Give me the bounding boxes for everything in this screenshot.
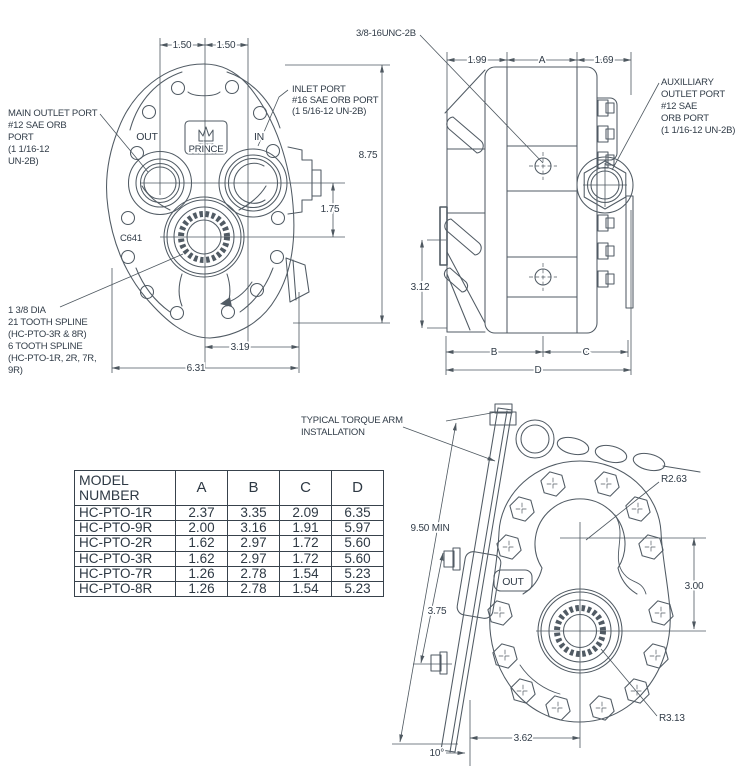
cell-b: 2.78: [228, 566, 280, 581]
note-line: OUTLET PORT: [661, 89, 725, 100]
header-model-line2: NUMBER: [79, 487, 140, 503]
side-body: [485, 67, 597, 333]
main-outlet-note: [8, 108, 98, 167]
cell-b: 3.16: [228, 521, 280, 536]
torque-web: [520, 499, 646, 694]
dim-r263: R2.63: [661, 474, 687, 485]
note-line: TYPICAL TORQUE ARM: [301, 415, 403, 426]
note-line: (1 1/16-12 UN-2B): [661, 125, 736, 136]
cell-c: 1.54: [280, 566, 332, 581]
note-line: (1 5/16-12 UN-2B): [292, 106, 367, 117]
prince-logo: [185, 121, 227, 155]
cell-d: 6.35: [332, 506, 384, 521]
dim-199: 1.99: [467, 55, 487, 66]
cell-d: 5.60: [332, 551, 384, 566]
cell-b: 3.35: [228, 506, 280, 521]
dim-169: 1.69: [594, 55, 614, 66]
table-row: [75, 521, 384, 536]
note-line: (HC-PTO-3R & 8R): [8, 329, 87, 340]
note-line: #16 SAE ORB PORT: [292, 95, 379, 106]
cell-c: 1.91: [280, 521, 332, 536]
inlet-note: [292, 84, 379, 117]
header-model: [75, 471, 176, 506]
dim-150-right: 1.50: [216, 40, 236, 51]
dim-angle: 10°: [429, 748, 444, 759]
flange-hex-bolts: [488, 472, 673, 720]
cell-b: 2.97: [228, 551, 280, 566]
auxiliary-outlet-port: [577, 157, 633, 213]
header-model-line1: MODEL: [79, 472, 129, 489]
cell-a: 2.00: [176, 521, 228, 536]
header-d: D: [332, 471, 384, 506]
cell-d: 5.60: [332, 536, 384, 551]
note-line: (1 1/16-12: [8, 144, 50, 155]
table-row: [75, 581, 384, 596]
dim-950min: 9.50 MIN: [410, 523, 450, 534]
note-line: 1 3/8 DIA: [8, 305, 46, 316]
side-view: [356, 28, 735, 376]
note-line: INSTALLATION: [301, 427, 365, 438]
cell-model: HC-PTO-3R: [75, 551, 176, 566]
cell-c: 2.09: [280, 506, 332, 521]
model-dimension-table: [74, 470, 384, 597]
cell-d: 5.23: [332, 581, 384, 596]
dim-375: 3.75: [427, 606, 447, 617]
cell-d: 5.97: [332, 521, 384, 536]
rotation-arrow-icon: [220, 282, 252, 307]
cell-a: 1.26: [176, 566, 228, 581]
table-row: [75, 566, 384, 581]
cell-model: HC-PTO-2R: [75, 536, 176, 551]
cell-a: 1.62: [176, 551, 228, 566]
note-line: #12 SAE: [661, 101, 698, 112]
cell-a: 1.62: [176, 536, 228, 551]
brand-label: PRINCE: [188, 144, 224, 155]
dim-631: 6.31: [186, 363, 206, 374]
dim-a: A: [538, 55, 546, 66]
side-body-sections: [507, 67, 577, 333]
front-side-bosses: [286, 147, 321, 302]
dim-875: 8.75: [358, 150, 378, 161]
table-row: [75, 536, 384, 551]
cell-b: 2.97: [228, 536, 280, 551]
dim-d: D: [534, 365, 542, 376]
spline-note: [8, 305, 96, 376]
note-line: (HC-PTO-1R, 2R, 7R,: [8, 353, 97, 364]
note-line: PORT: [8, 132, 34, 143]
dim-r313: R3.13: [659, 713, 685, 724]
table-row: [75, 551, 384, 566]
note-line: INLET PORT: [292, 84, 346, 95]
dim-312: 3.12: [410, 282, 430, 293]
dim-300: 3.00: [684, 581, 704, 592]
header-a: A: [176, 471, 228, 506]
cell-model: HC-PTO-9R: [75, 521, 176, 536]
cell-model: HC-PTO-1R: [75, 506, 176, 521]
front-leader-lines: [60, 90, 288, 307]
cell-c: 1.72: [280, 536, 332, 551]
cell-d: 5.23: [332, 566, 384, 581]
cell-c: 1.72: [280, 551, 332, 566]
note-line: 9R): [8, 365, 23, 376]
note-line: 6 TOOTH SPLINE: [8, 341, 83, 352]
front-view: [8, 38, 390, 376]
note-line: UN-2B): [8, 156, 39, 167]
cell-a: 2.37: [176, 506, 228, 521]
cell-a: 1.26: [176, 581, 228, 596]
note-line: 21 TOOTH SPLINE: [8, 317, 88, 328]
dim-c: C: [582, 347, 590, 358]
dim-175: 1.75: [320, 204, 340, 215]
tapped-holes: [529, 152, 557, 291]
note-line: MAIN OUTLET PORT: [8, 108, 98, 119]
out-label: OUT: [502, 576, 524, 588]
table-header-row: [75, 471, 384, 506]
header-b: B: [228, 471, 280, 506]
cell-model: HC-PTO-7R: [75, 566, 176, 581]
cell-c: 1.54: [280, 581, 332, 596]
aux-port-note: [661, 77, 735, 136]
header-c: C: [280, 471, 332, 506]
dim-362: 3.62: [513, 733, 533, 744]
casting-number: C641: [120, 233, 142, 244]
cell-model: HC-PTO-8R: [75, 581, 176, 596]
in-label: IN: [253, 131, 265, 143]
crown-icon: [199, 127, 213, 144]
dim-319: 3.19: [230, 342, 250, 353]
install-note: [301, 415, 403, 438]
note-line: ORB PORT: [661, 113, 709, 124]
dim-150-left: 1.50: [172, 40, 192, 51]
cell-b: 2.78: [228, 581, 280, 596]
note-line: #12 SAE ORB: [8, 120, 67, 131]
dim-b: B: [490, 347, 498, 358]
out-label: OUT: [136, 131, 158, 143]
thread-note: 3/8-16UNC-2B: [356, 28, 416, 39]
table-row: [75, 506, 384, 521]
note-line: AUXILLIARY: [661, 77, 714, 88]
